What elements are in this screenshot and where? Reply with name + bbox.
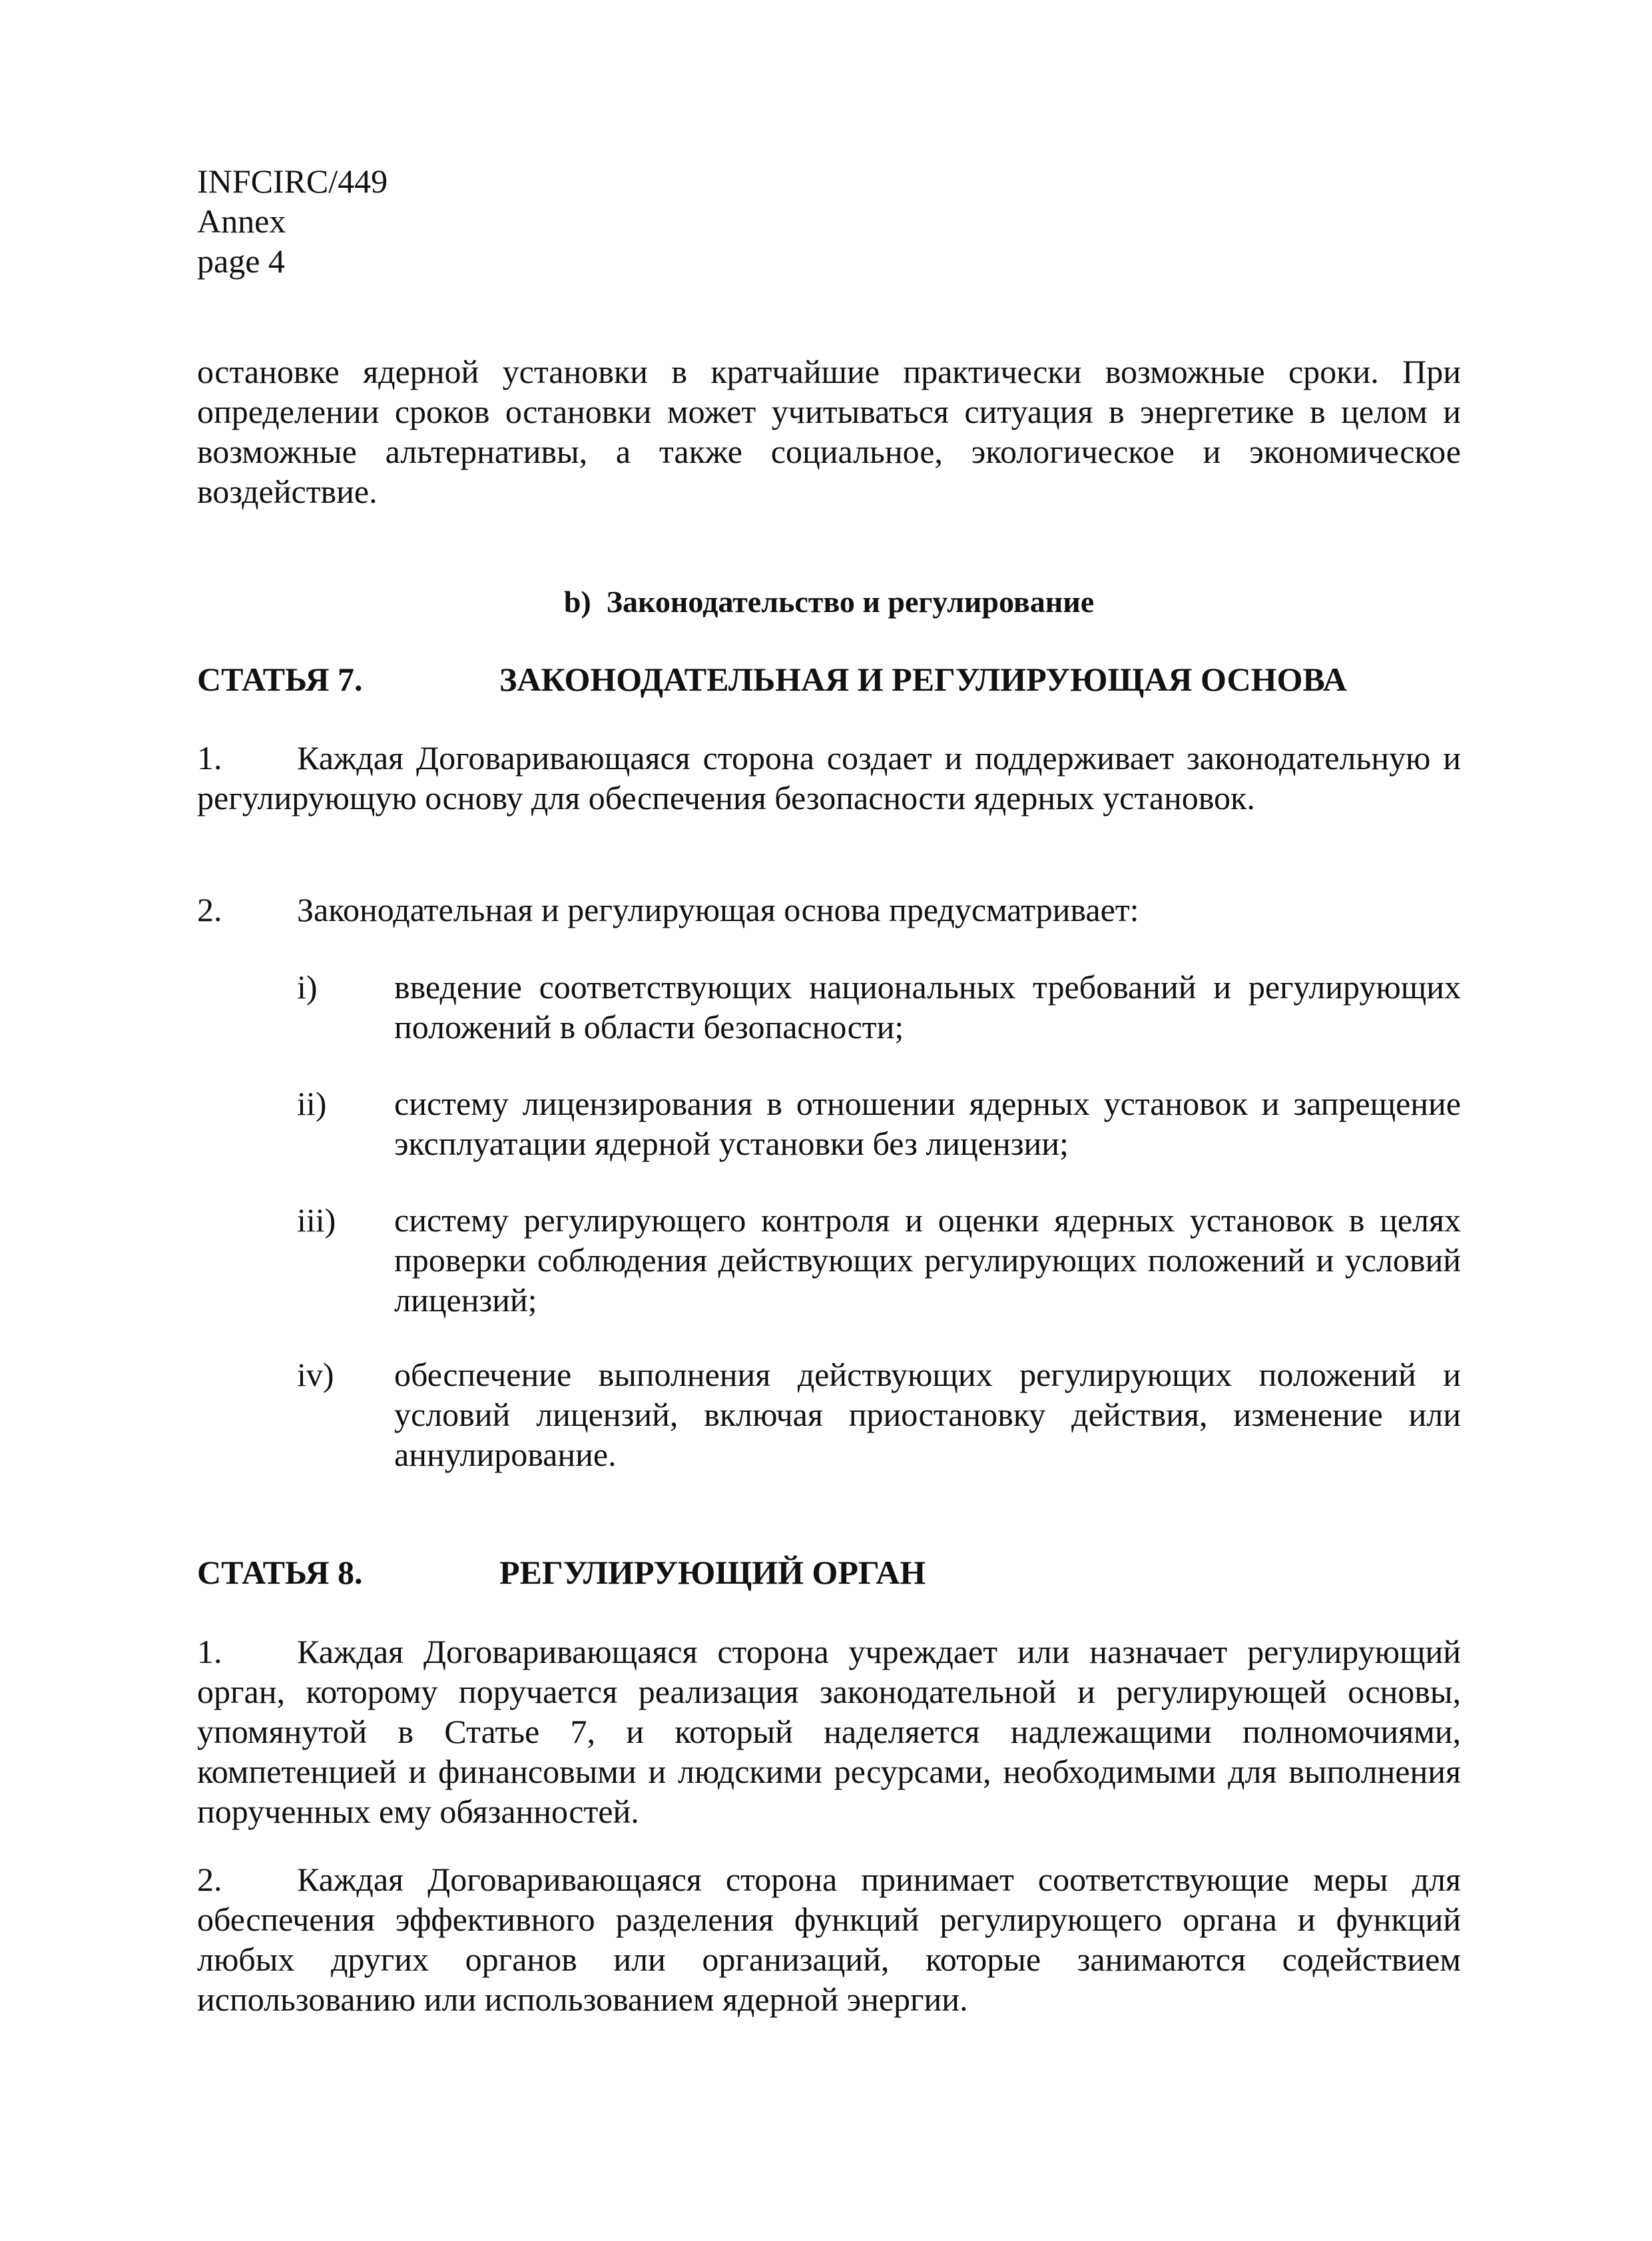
list-item-iii (297, 1200, 1461, 1320)
annex-label: Annex (197, 202, 286, 240)
list-text: введение соответствующих национальных требований и регулирующих положений в области безопасности; (394, 968, 1461, 1046)
subsection-title: Законодательство и регулирование (606, 585, 1095, 619)
list-item-ii (297, 1084, 1461, 1163)
list-item-i (297, 967, 1461, 1047)
paragraph-text: Каждая Договаривающаяся сторона создает и поддерживает законодательную и регулирующую основу для обеспечения безопасности ядерных установок. (197, 739, 1461, 816)
article-8-heading (197, 1552, 1461, 1592)
list-text: систему регулирующего контроля и оценки ядерных установок в целях проверки соблюдения действующих регулирующих положений и условий лицензий; (394, 1201, 1461, 1319)
paragraph-number: 1. (197, 739, 222, 777)
list-marker: iii) (297, 1201, 336, 1239)
list-text: систему лицензирования в отношении ядерных установок и запрещение эксплуатации ядерной установки без лицензии; (394, 1085, 1461, 1162)
article-7-title: ЗАКОНОДАТЕЛЬНАЯ И РЕГУЛИРУЮЩАЯ ОСНОВА (499, 661, 1347, 698)
subsection-heading (197, 582, 1461, 622)
article-8-paragraph-1 (197, 1632, 1461, 1831)
page-number: page 4 (197, 242, 285, 280)
paragraph-number: 2. (197, 1861, 222, 1898)
intro-paragraph: остановке ядерной установки в кратчайшие практически возможные сроки. При определении сроков остановки может учитываться ситуация в энергетике в целом и возможные альтернативы, а также социальное, экологическое и экономическое воздействие. (197, 353, 1461, 510)
paragraph-text: Каждая Договаривающаяся сторона учреждает или назначает регулирующий орган, которому поручается реализация законодательной и регулирующей основы, упомянутой в Статье 7, и который наделяется надлежащими полномочиями, компетенцией и финансовыми и людскими ресурсами, необходимыми для выполнения порученных ему обязанностей. (197, 1633, 1461, 1830)
subsection-label: b) (563, 585, 591, 619)
article-8-number: СТАТЬЯ 8. (197, 1554, 363, 1591)
list-item-iv (297, 1355, 1461, 1474)
paragraph-number: 1. (197, 1633, 222, 1670)
article-7-paragraph-1 (197, 738, 1461, 818)
list-marker: i) (297, 968, 318, 1006)
list-marker: ii) (297, 1085, 327, 1122)
paragraph-number: 2. (197, 891, 222, 928)
paragraph-text: Каждая Договаривающаяся сторона принимает соответствующие меры для обеспечения эффективного разделения функций регулирующего органа и функций любых других органов или организаций, которые занимаются содействием использованию или использованием ядерной энергии. (197, 1861, 1461, 2018)
list-marker: iv) (297, 1356, 334, 1393)
article-8-title: РЕГУЛИРУЮЩИЙ ОРГАН (499, 1554, 926, 1591)
article-7-heading (197, 659, 1461, 699)
article-7-paragraph-2 (197, 890, 1139, 930)
doc-id: INFCIRC/449 (197, 162, 388, 200)
document-header (197, 161, 388, 281)
paragraph-text: Законодательная и регулирующая основа предусматривает: (297, 891, 1139, 928)
article-8-paragraph-2 (197, 1859, 1461, 2019)
article-7-number: СТАТЬЯ 7. (197, 661, 363, 698)
list-text: обеспечение выполнения действующих регулирующих положений и условий лицензий, включая приостановку действия, изменение или аннулирование. (394, 1356, 1461, 1473)
